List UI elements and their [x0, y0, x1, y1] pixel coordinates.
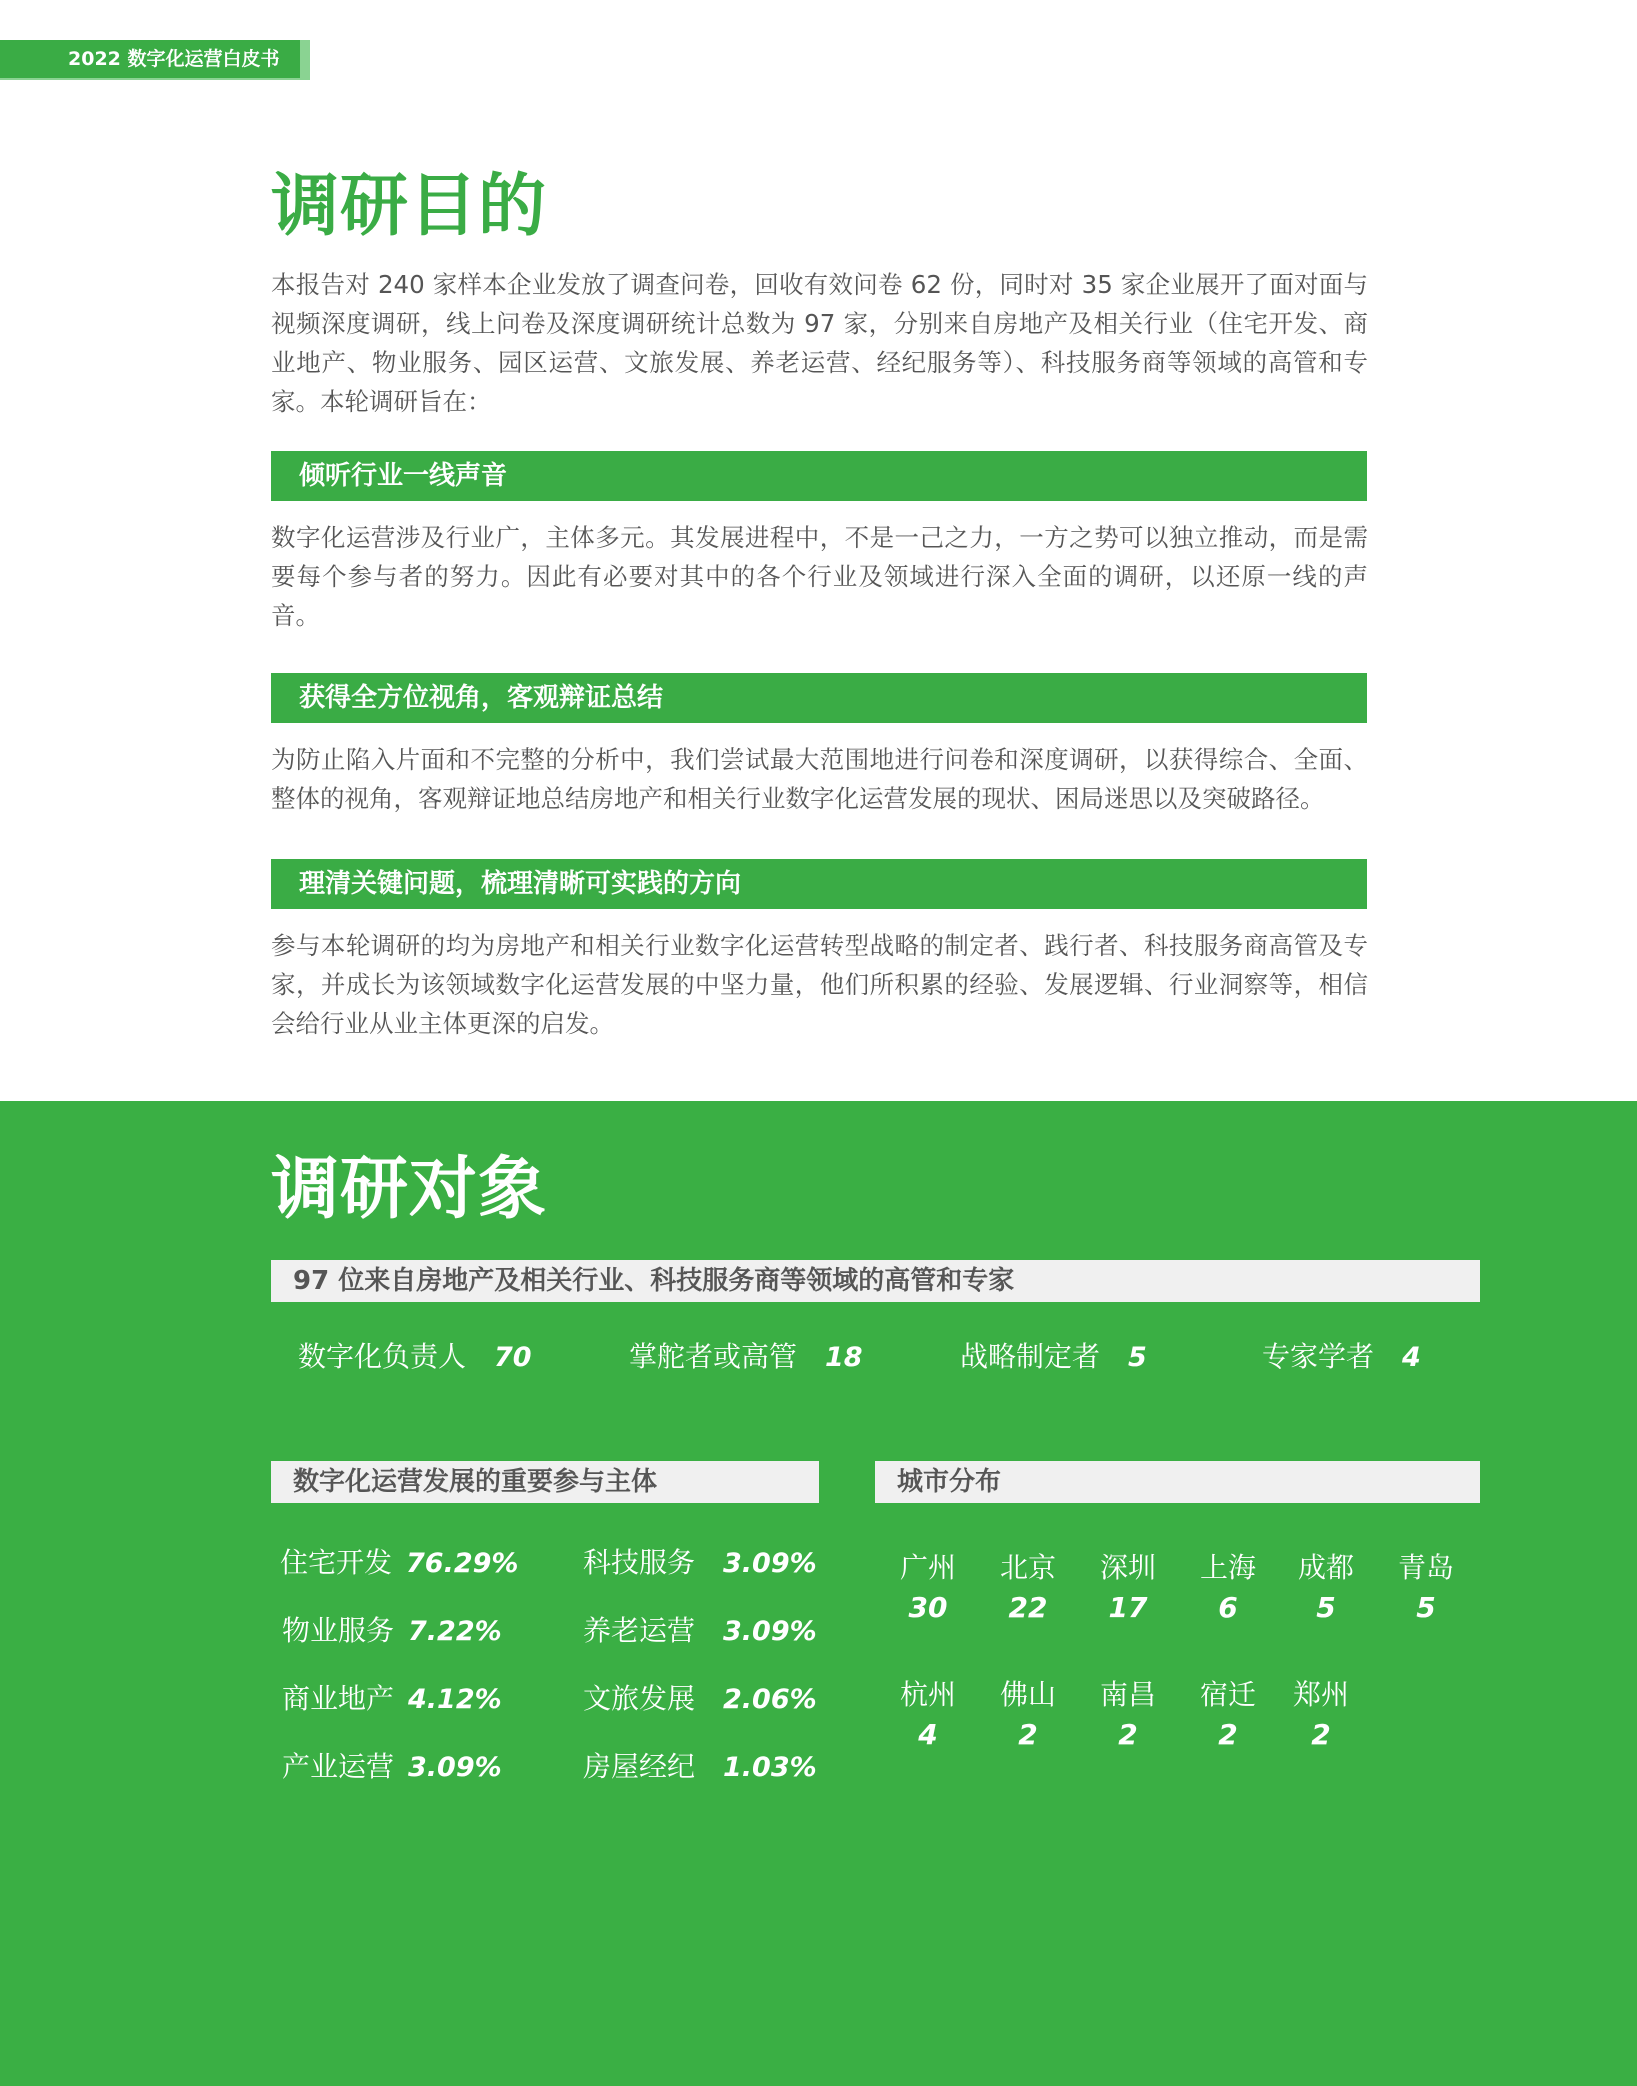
city-name: 上海	[1199, 1551, 1256, 1584]
experts-heading: 97 位来自房地产及相关行业、科技服务商等领域的高管和专家	[271, 1260, 1480, 1302]
role-strategist	[960, 1335, 1147, 1379]
participants-heading: 数字化运营发展的重要参与主体	[271, 1461, 819, 1503]
city-count: 5	[1316, 1591, 1336, 1624]
role-executive	[629, 1335, 863, 1379]
participant-share: 2.06%	[723, 1684, 817, 1715]
section-body-listen: 数字化运营涉及行业广，主体多元。其发展进程中，不是一己之力，一方之势可以独立推动，而是需要每个参与者的努力。因此有必要对其中的各个行业及领域进行深入全面的调研，以还原一线的声音。	[271, 523, 1368, 630]
participant-share: 3.09%	[723, 1616, 817, 1647]
participant-label: 产业运营	[282, 1750, 395, 1783]
city-item	[1286, 1548, 1366, 1628]
city-count: 2	[1218, 1718, 1238, 1751]
participant-item	[583, 1609, 817, 1653]
city-count: 2	[1018, 1718, 1038, 1751]
participant-label: 养老运营	[583, 1614, 696, 1647]
document-title: 2022 数字化运营白皮书	[68, 48, 280, 70]
city-item	[1088, 1548, 1168, 1628]
participant-item	[583, 1745, 817, 1789]
participant-share: 3.09%	[408, 1752, 502, 1783]
city-count: 4	[918, 1718, 938, 1751]
section-heading-listen: 倾听行业一线声音	[271, 451, 1367, 501]
city-name: 深圳	[1099, 1551, 1156, 1584]
role-label: 掌舵者或高管	[629, 1340, 798, 1373]
participant-label: 住宅开发	[280, 1546, 393, 1579]
role-scholar	[1262, 1335, 1421, 1379]
role-count: 70	[494, 1342, 532, 1373]
section-heading-perspective: 获得全方位视角，客观辩证总结	[271, 673, 1367, 723]
header-tab-edge	[300, 40, 310, 78]
city-count: 17	[1108, 1591, 1148, 1624]
role-count: 18	[825, 1342, 863, 1373]
participant-share: 3.09%	[723, 1548, 817, 1579]
section-body-perspective: 为防止陷入片面和不完整的分析中，我们尝试最大范围地进行问卷和深度调研，以获得综合、全面、整体的视角，客观辩证地总结房地产和相关行业数字化运营发展的现状、困局迷思以及突破路径。	[271, 745, 1368, 813]
city-item	[1281, 1675, 1361, 1755]
participant-label: 文旅发展	[583, 1682, 696, 1715]
city-count: 6	[1218, 1591, 1238, 1624]
role-label: 数字化负责人	[298, 1340, 467, 1373]
city-name: 广州	[899, 1551, 956, 1584]
participant-label: 房屋经纪	[583, 1750, 696, 1783]
participant-share: 76.29%	[406, 1548, 519, 1579]
city-name: 北京	[999, 1551, 1056, 1584]
city-count: 5	[1416, 1591, 1436, 1624]
participant-item	[583, 1541, 817, 1585]
role-count: 5	[1128, 1342, 1147, 1373]
section-heading-direction: 理清关键问题，梳理清晰可实践的方向	[271, 859, 1367, 909]
city-count: 22	[1008, 1591, 1048, 1624]
city-name: 南昌	[1099, 1678, 1156, 1711]
city-item	[1188, 1548, 1268, 1628]
participant-label: 物业服务	[282, 1614, 395, 1647]
purpose-title: 调研目的	[271, 167, 548, 246]
city-item	[1386, 1548, 1466, 1628]
city-count: 2	[1118, 1718, 1138, 1751]
city-name: 郑州	[1292, 1678, 1349, 1711]
role-count: 4	[1402, 1342, 1421, 1373]
city-name: 杭州	[899, 1678, 956, 1711]
role-label: 战略制定者	[960, 1340, 1101, 1373]
cities-heading: 城市分布	[875, 1461, 1480, 1503]
participant-share: 7.22%	[408, 1616, 502, 1647]
participant-item	[583, 1677, 817, 1721]
city-name: 宿迁	[1199, 1678, 1256, 1711]
city-name: 青岛	[1397, 1551, 1454, 1584]
city-count: 30	[908, 1591, 948, 1624]
section-body-direction: 参与本轮调研的均为房地产和相关行业数字化运营转型战略的制定者、践行者、科技服务商高管及专家，并成长为该领域数字化运营发展的中坚力量，他们所积累的经验、发展逻辑、行业洞察等，相信会给行业从业主体更深的启发。	[271, 931, 1368, 1038]
city-item	[1188, 1675, 1268, 1755]
role-label: 专家学者	[1262, 1340, 1375, 1373]
participant-label: 商业地产	[282, 1682, 395, 1715]
participant-share: 1.03%	[723, 1752, 817, 1783]
city-item	[888, 1675, 968, 1755]
participant-share: 4.12%	[408, 1684, 502, 1715]
city-item	[1088, 1675, 1168, 1755]
city-item	[988, 1675, 1068, 1755]
city-count: 2	[1311, 1718, 1331, 1751]
header-tab-underline	[0, 78, 310, 80]
participant-item	[280, 1541, 518, 1585]
subjects-title: 调研对象	[271, 1150, 548, 1229]
city-item	[988, 1548, 1068, 1628]
participant-item	[282, 1609, 502, 1653]
role-digital-lead	[298, 1335, 532, 1379]
participant-label: 科技服务	[583, 1546, 696, 1579]
city-item	[888, 1548, 968, 1628]
city-name: 佛山	[999, 1678, 1056, 1711]
participant-item	[282, 1677, 502, 1721]
participant-item	[282, 1745, 502, 1789]
purpose-intro: 本报告对 240 家样本企业发放了调查问卷，回收有效问卷 62 份，同时对 35 家企业展开了面对面与视频深度调研，线上问卷及深度调研统计总数为 97 家，分别来自房地产及相关行业（住宅开发、商业地产、物业服务、园区运营、文旅发展、养老运营、经纪服务等）、科技服务商等领域的高管和专家。本轮调研旨在：	[271, 270, 1368, 416]
city-name: 成都	[1297, 1551, 1354, 1584]
